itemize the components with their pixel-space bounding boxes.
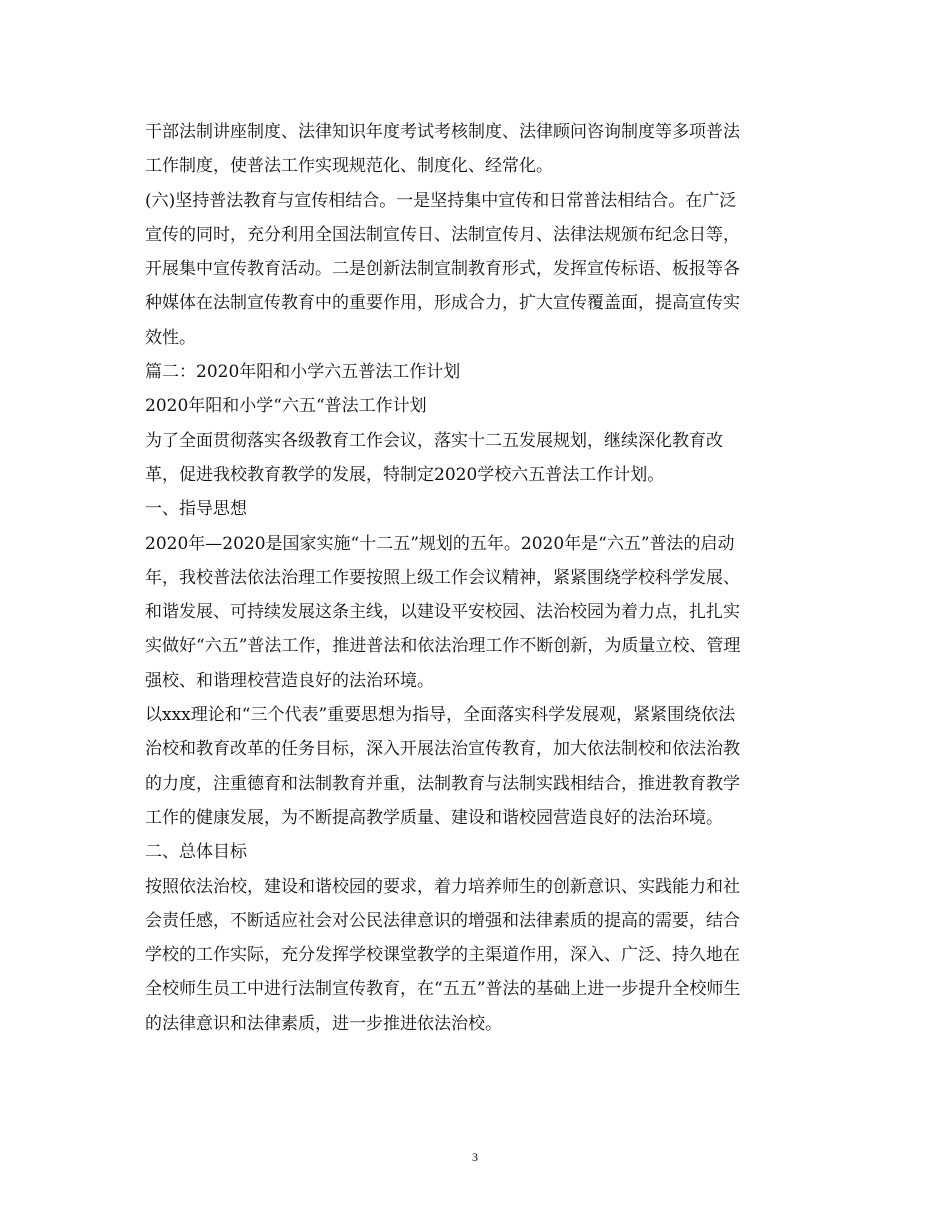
section-heading: 篇二：2020年阳和小学六五普法工作计划 bbox=[145, 362, 461, 383]
text-line: 2020年—2020是国家实施“十二五”规划的五年。2020年是“六五”普法的启动 bbox=[145, 533, 735, 554]
text-line: 会责任感，不断适应社会对公民法律意识的增强和法律素质的提高的需要，结合 bbox=[145, 910, 740, 931]
text-line: 的力度，注重德育和法制教育并重，法制教育与法制实践相结合，推进教育教学 bbox=[145, 773, 740, 794]
text-line: 种媒体在法制宣传教育中的重要作用，形成合力，扩大宣传覆盖面，提高宣传实 bbox=[145, 293, 740, 314]
text-line: 效性。 bbox=[145, 327, 196, 348]
text-line: 全校师生员工中进行法制宣传教育，在“五五”普法的基础上进一步提升全校师生 bbox=[145, 979, 741, 1000]
text-line: 工作的健康发展，为不断提高教学质量、建设和谐校园营造良好的法治环境。 bbox=[145, 807, 723, 828]
section-heading: 一、指导思想 bbox=[145, 499, 247, 520]
text-line: 按照依法治校，建设和谐校园的要求，着力培养师生的创新意识、实践能力和社 bbox=[145, 876, 740, 897]
document-title: 2020年阳和小学“六五“普法工作计划 bbox=[145, 396, 427, 417]
text-line: 实做好“六五”普法工作，推进普法和依法治理工作不断创新，为质量立校、管理 bbox=[145, 636, 741, 657]
text-line: (六)坚持普法教育与宣传相结合。一是坚持集中宣传和日常普法相结合。在广泛 bbox=[145, 190, 737, 211]
text-line: 和谐发展、可持续发展这条主线，以建设平安校园、法治校园为着力点，扎扎实 bbox=[145, 602, 740, 623]
text-line: 治校和教育改革的任务目标，深入开展法治宣传教育，加大依法制校和依法治教 bbox=[145, 739, 740, 760]
text-line: 为了全面贯彻落实各级教育工作会议，落实十二五发展规划，继续深化教育改 bbox=[145, 430, 723, 451]
text-line: 年，我校普法依法治理工作要按照上级工作会议精神，紧紧围绕学校科学发展、 bbox=[145, 567, 740, 588]
text-line: 的法律意识和法律素质，进一步推进依法治校。 bbox=[145, 1013, 502, 1034]
text-line: 以xxx理论和“三个代表”重要思想为指导，全面落实科学发展观，紧紧围绕依法 bbox=[145, 705, 736, 726]
text-line: 强校、和谐理校营造良好的法治环境。 bbox=[145, 670, 434, 691]
text-line: 革，促进我校教育教学的发展，特制定2020学校六五普法工作计划。 bbox=[145, 464, 665, 485]
text-line: 开展集中宣传教育活动。二是创新法制宣制教育形式，发挥宣传标语、板报等各 bbox=[145, 259, 740, 280]
text-line: 学校的工作实际，充分发挥学校课堂教学的主渠道作用，深入、广泛、持久地在 bbox=[145, 945, 740, 966]
text-line: 工作制度，使普法工作实现规范化、制度化、经常化。 bbox=[145, 156, 553, 177]
page-number: 3 bbox=[472, 1150, 478, 1164]
text-line: 宣传的同时，充分利用全国法制宣传日、法制宣传月、法律法规颁布纪念日等， bbox=[145, 224, 740, 245]
text-line: 干部法制讲座制度、法律知识年度考试考核制度、法律顾问咨询制度等多项普法 bbox=[145, 122, 740, 142]
section-heading: 二、总体目标 bbox=[145, 842, 247, 863]
document-body bbox=[145, 115, 810, 1041]
